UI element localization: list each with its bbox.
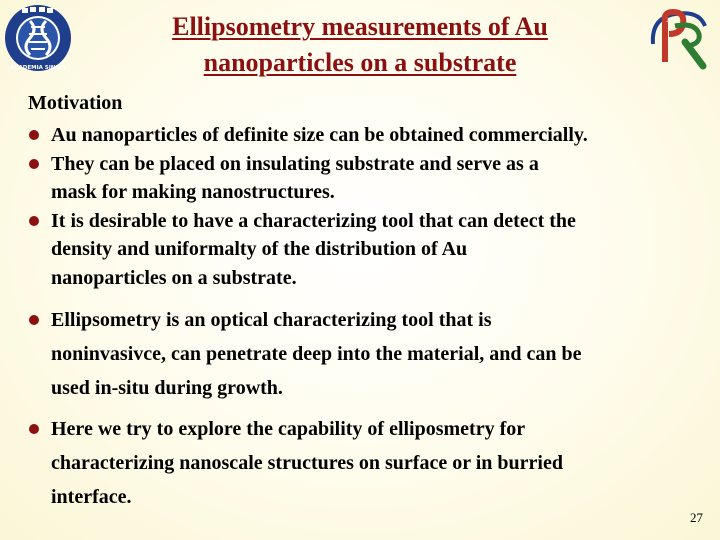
pr-logo-icon	[643, 4, 717, 72]
bullet-3-line-3: nanoparticles on a substrate.	[51, 267, 297, 289]
bullet-5-line-2: characterizing nanoscale structures on surface or in burried	[51, 452, 563, 474]
logo-seal-text: ACADEMIA SINICA	[10, 65, 66, 71]
bullet-1-text: Au nanoparticles of definite size can be obtained commercially.	[51, 124, 588, 146]
bullet-5-line-3: interface.	[51, 486, 132, 508]
bullet-dot-icon	[29, 315, 39, 325]
slide-title	[100, 9, 620, 81]
page-number: 27	[690, 510, 703, 525]
bullet-dot-icon	[29, 216, 39, 226]
section-heading: Motivation	[28, 92, 123, 114]
bullet-2-line-1: They can be placed on insulating substrate and serve as a	[51, 153, 539, 175]
bullet-4-line-1: Ellipsometry is an optical characterizing tool that is	[51, 309, 492, 331]
bullet-4-line-3: used in-situ during growth.	[51, 377, 283, 399]
academia-sinica-logo	[3, 3, 73, 73]
bullet-3-line-1: It is desirable to have a characterizing tool that can detect the	[51, 210, 576, 232]
bullet-2-line-2: mask for making nanostructures.	[51, 181, 335, 203]
bullet-5-line-1: Here we try to explore the capability of elliposmetry for	[51, 418, 526, 440]
bullet-3-line-2: density and uniformalty of the distribution of Au	[51, 238, 468, 260]
slide-title-line2: nanoparticles on a substrate	[203, 48, 517, 77]
bullet-dot-icon	[29, 130, 39, 140]
bullet-dot-icon	[29, 159, 39, 169]
bullet-4-line-2: noninvasivce, can penetrate deep into the material, and can be	[51, 343, 582, 365]
bullet-dot-icon	[29, 424, 39, 434]
slide-title-line1: Ellipsometry measurements of Au	[172, 12, 548, 41]
